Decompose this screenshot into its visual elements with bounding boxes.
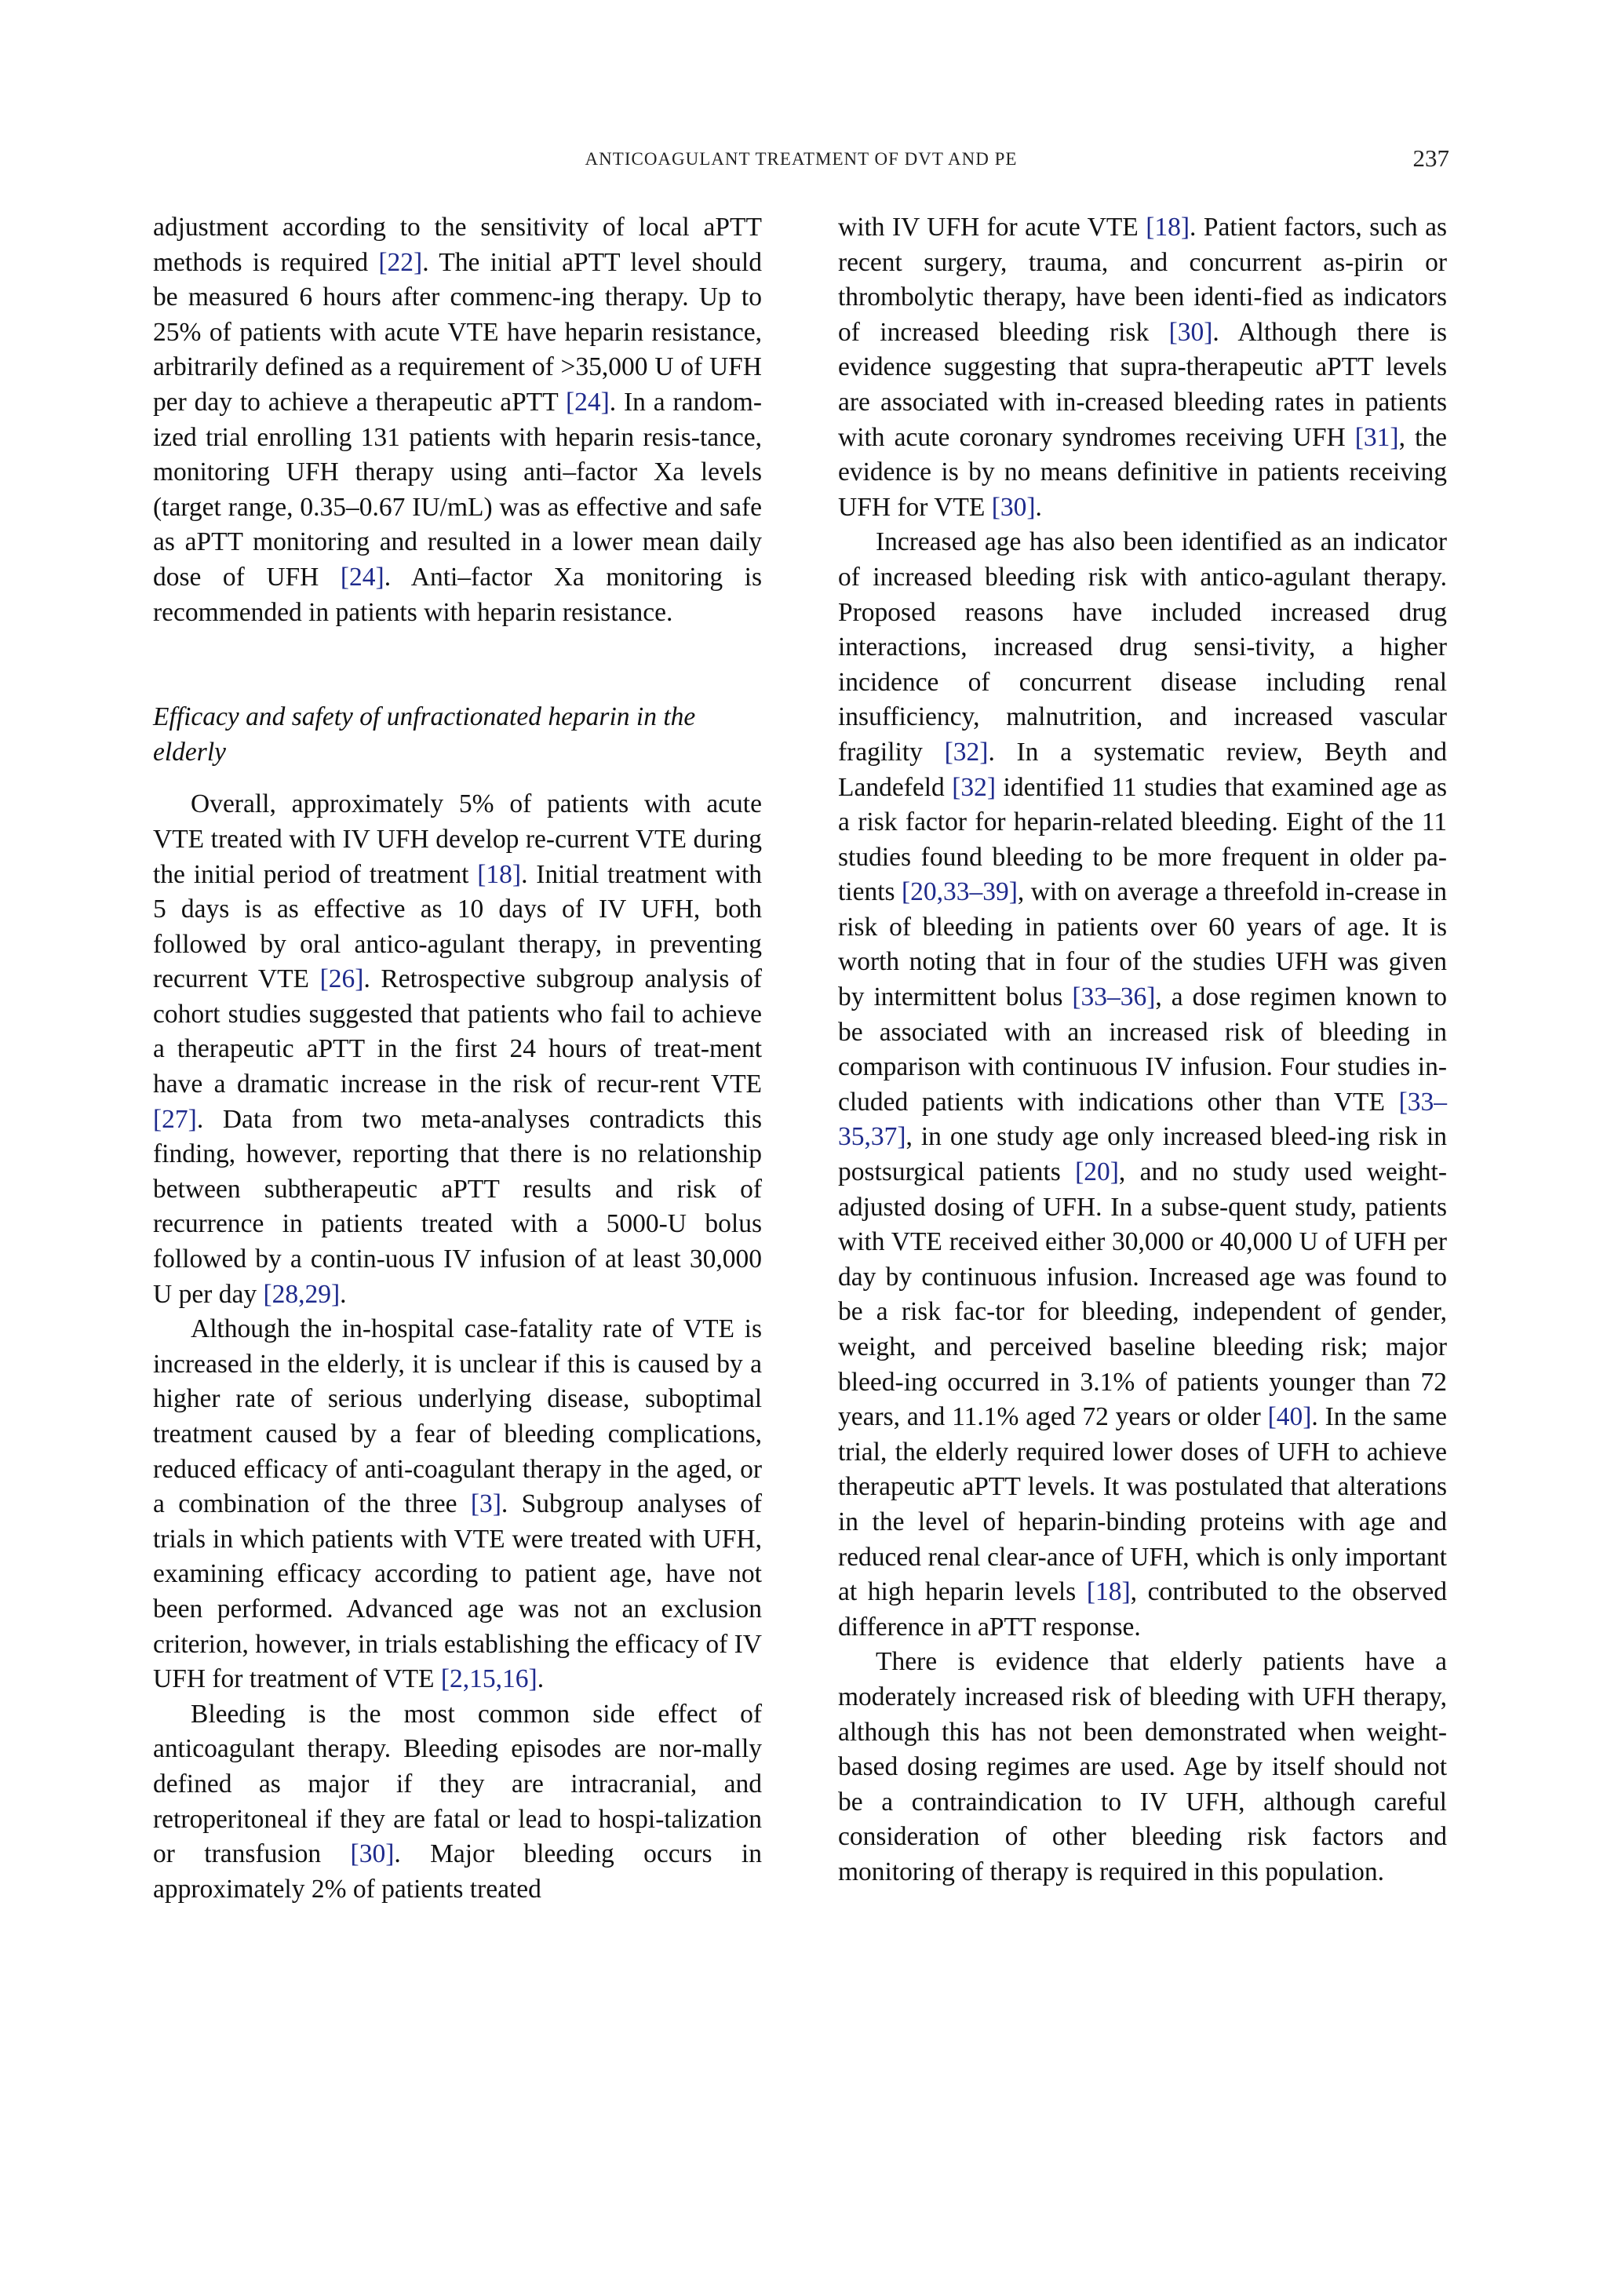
section-heading: Efficacy and safety of unfractionated heparin in the elderly — [153, 702, 696, 767]
paragraph: adjustment according to the sensitivity of local aPTT methods is required [22]. The initial aPTT level should be measured 6 hours after commenc-ing therapy. Up to 25% of patients with acute VTE have heparin resistance, arbitrarily defined as a requirement of >35,000 U of UFH per day to achieve a therapeutic aPTT [24]. In a random-ized trial enrolling 131 patients with heparin resis-tance, monitoring UFH therapy using anti–factor Xa levels (target range, 0.35–0.67 IU/mL) was as effective and safe as aPTT monitoring and resulted in a lower mean daily dose of UFH [24]. Anti–factor Xa monitoring is recommended in patients with heparin resistance. — [153, 213, 763, 627]
citation-link[interactable]: [3] — [470, 1489, 501, 1519]
citation-link[interactable]: [28,29] — [263, 1279, 341, 1309]
citation-link[interactable]: [30] — [991, 492, 1036, 522]
citation-link[interactable]: [32] — [944, 737, 989, 767]
citation-link[interactable]: [33–35,37] — [838, 1087, 1447, 1152]
citation-link[interactable]: [26] — [319, 964, 364, 994]
left-column — [153, 210, 762, 1907]
citation-link[interactable]: [33–36] — [1072, 982, 1156, 1012]
citation-link[interactable]: [27] — [153, 1104, 197, 1134]
citation-link[interactable]: [20] — [1075, 1157, 1119, 1187]
paragraph: There is evidence that elderly patients have a moderately increased risk of bleeding with UFH therapy, although this has not been demonstrated when weight-based dosing regimes are used. Age by itself should not be a contraindication to IV UFH, although careful consideration of other bleeding risk factors and monitoring of therapy is required in this population. — [838, 1647, 1447, 1886]
page-number: 237 — [1412, 144, 1449, 172]
citation-link[interactable]: [24] — [340, 562, 384, 592]
citation-link[interactable]: [30] — [1168, 317, 1213, 347]
citation-link[interactable]: [32] — [952, 772, 997, 802]
right-column — [838, 210, 1447, 1890]
citation-link[interactable]: [31] — [1354, 422, 1399, 452]
citation-link[interactable]: [30] — [350, 1839, 395, 1869]
citation-link[interactable]: [24] — [565, 387, 610, 417]
paragraph: Bleeding is the most common side effect of anticoagulant therapy. Bleeding episodes are nor-mally defined as major if they are intracranial, and retroperitoneal if they are fatal or lead to hospi-talization or transfusion [30]. Major bleeding occurs in approximately 2% of patients treated — [153, 1699, 762, 1904]
citation-link[interactable]: [22] — [378, 247, 423, 277]
citation-link[interactable]: [18] — [1146, 213, 1190, 242]
paragraph: with IV UFH for acute VTE [18]. Patient factors, such as recent surgery, trauma, and concurrent as-pirin or thrombolytic therapy, have been identi-fied as indicators of increased bleeding risk [30]. Although there is evidence suggesting that supra-therapeutic aPTT levels are associated with in-creased bleeding rates in patients with acute coronary syndromes receiving UFH [31], the evidence is by no means definitive in patients receiving UFH for VTE [30]. — [838, 213, 1447, 522]
citation-link[interactable]: [20,33–39] — [901, 877, 1018, 907]
citation-link[interactable]: [40] — [1267, 1402, 1312, 1432]
paragraph: Overall, approximately 5% of patients with acute VTE treated with IV UFH develop re-current VTE during the initial period of treatment [18]. Initial treatment with 5 days is as effective as 10 days of IV UFH, both followed by oral antico-agulant therapy, in preventing recurrent VTE [26]. Retrospective subgroup analysis of cohort studies suggested that patients who fail to achieve a therapeutic aPTT in the first 24 hours of treat-ment have a dramatic increase in the risk of recur-rent VTE [27]. Data from two meta-analyses contradicts this finding, however, reporting that there is no relationship between subtherapeutic aPTT results and risk of recurrence in patients treated with a 5000-U bolus followed by a contin-uous IV infusion of at least 30,000 U per day [28,29]. — [153, 789, 762, 1309]
paragraph: Increased age has also been identified as an indicator of increased bleeding risk with antico-agulant therapy. Proposed reasons have included increased drug interactions, increased drug sensi-tivity, a higher incidence of concurrent disease including renal insufficiency, malnutrition, and increased vascular fragility [32]. In a systematic review, Beyth and Landefeld [32] identified 11 studies that examined age as a risk factor for heparin-related bleeding. Eight of the 11 studies found bleeding to be more frequent in older pa-tients [20,33–39], with on average a threefold in-crease in risk of bleeding in patients over 60 years of age. It is worth noting that in four of the studies UFH was given by intermittent bolus [33–36], a dose regimen known to be associated with an increased risk of bleeding in comparison with continuous IV infusion. Four studies in-cluded patients with indications other than VTE [33–35,37], in one study age only increased bleed-ing risk in postsurgical patients [20], and no study used weight-adjusted dosing of UFH. In a subse-quent study, patients with VTE received either 30,000 or 40,000 U of UFH per day by continuous infusion. Increased age was found to be a risk fac-tor for bleeding, independent of gender, weight, and perceived baseline bleeding risk; major bleed-ing occurred in 3.1% of patients younger than 72 years, and 11.1% aged 72 years or older [40]. In the same trial, the elderly required lower doses of UFH to achieve therapeutic aPTT levels. It was postulated that alterations in the level of heparin-binding proteins with age and reduced renal clear-ance of UFH, which is only important at high heparin levels [18], contributed to the observed difference in aPTT response. — [838, 527, 1448, 1642]
citation-link[interactable]: [2,15,16] — [440, 1664, 537, 1694]
citation-link[interactable]: [18] — [477, 859, 522, 889]
citation-link[interactable]: [18] — [1086, 1577, 1131, 1607]
paragraph: Although the in-hospital case-fatality rate of VTE is increased in the elderly, it is unclear if this is caused by a higher rate of serious underlying disease, suboptimal treatment caused by a fear of bleeding complications, reduced efficacy of anti-coagulant therapy in the aged, or a combination of the three [3]. Subgroup analyses of trials in which patients with VTE were treated with UFH, examining efficacy according to patient age, have not been performed. Advanced age was not an exclusion criterion, however, in trials establishing the efficacy of IV UFH for treatment of VTE [2,15,16]. — [153, 1314, 762, 1694]
running-title: ANTICOAGULANT TREATMENT OF DVT AND PE — [585, 149, 1018, 169]
